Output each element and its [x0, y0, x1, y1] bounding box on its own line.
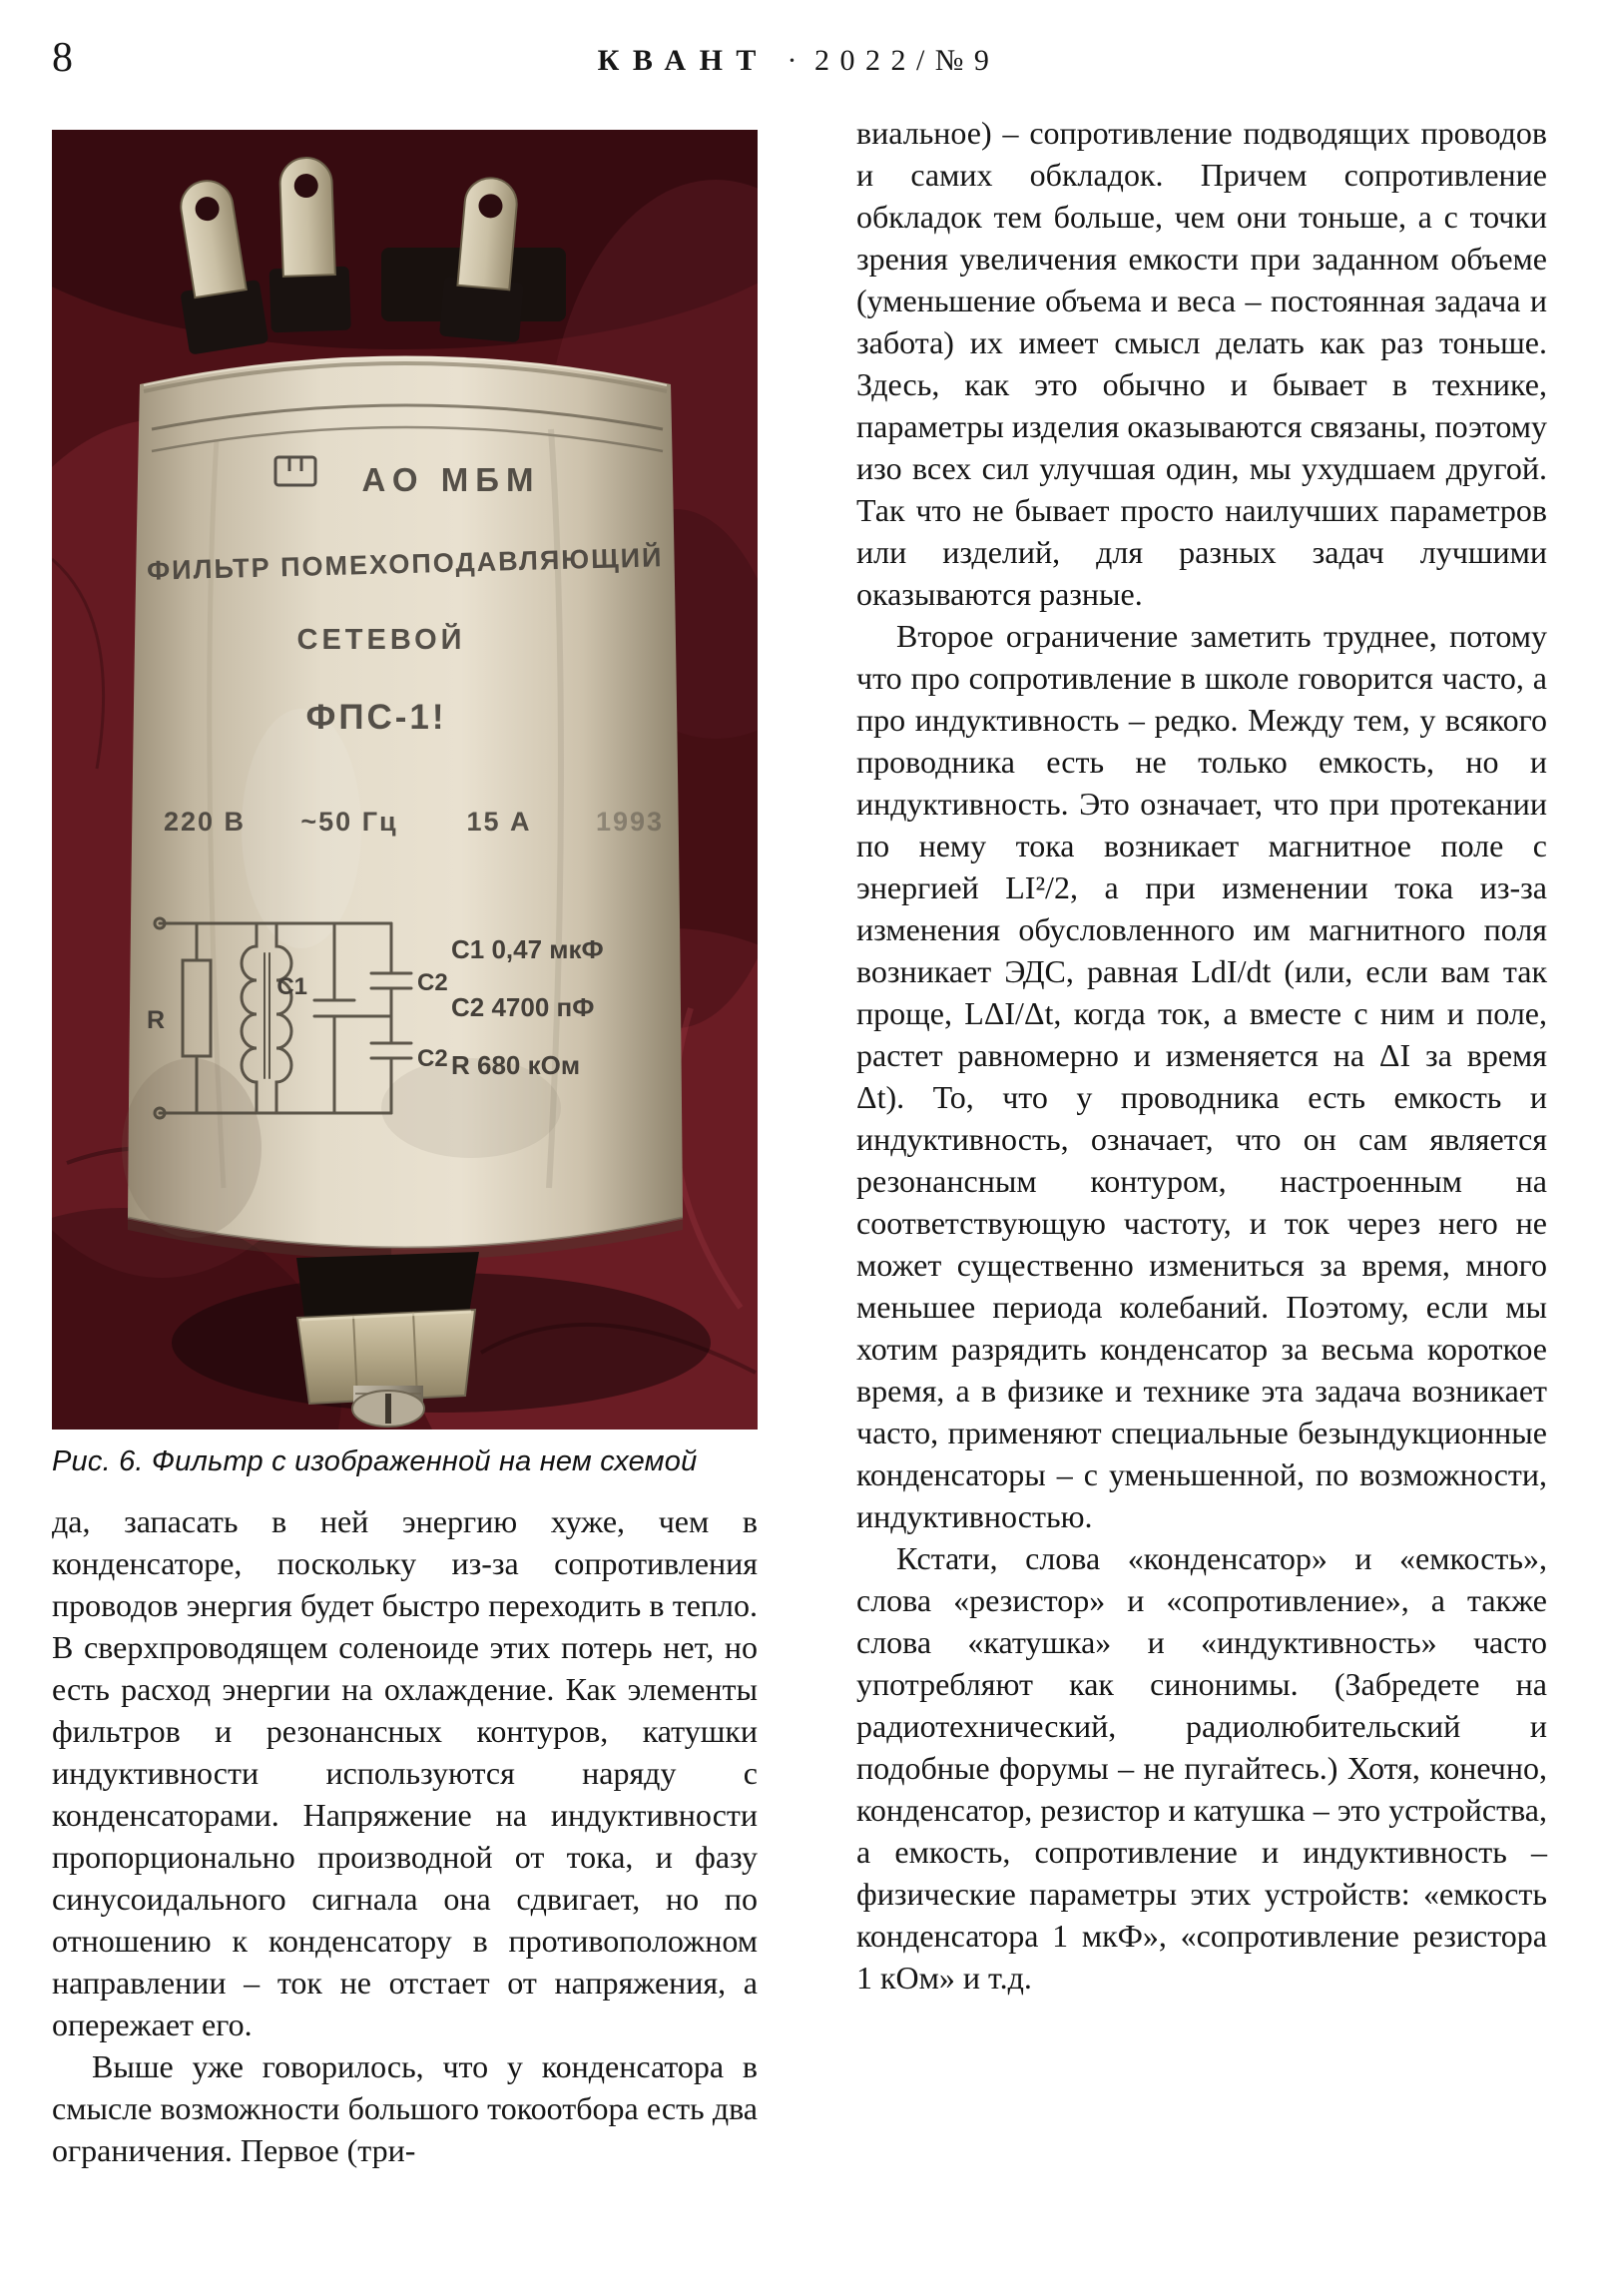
device-subtype-text: СЕТЕВОЙ — [296, 624, 466, 656]
schematic-value-r: R 680 кОм — [451, 1050, 581, 1080]
schematic-value-c2: С2 4700 пФ — [451, 992, 595, 1022]
paragraph: виальное) – сопротивление подводящих проводов и самих обкладок. Причем сопротивление обкладок тем больше, чем они тоньше, а с точки зрения увеличения емкости при заданном объеме (уменьшение объема и веса – постоянная задача и забота) их имеет смысл делать как раз тоньше. Здесь, как это обычно и бывает в технике, параметры изделия оказываются связаны, поэтому изо всех сил улучшая один, мы ухудшаем другой. Так что не бывает просто наилучших параметров или изделий, для разных задач лучшими оказываются разные. — [856, 115, 1547, 612]
device-photo-illustration — [52, 130, 758, 1430]
running-head — [0, 44, 1597, 78]
device-year-text: 1993 — [596, 807, 665, 837]
figure-caption: Рис. 6. Фильтр с изображенной на нем схемой — [52, 1445, 698, 1477]
schematic-value-c1: С1 0,47 мкФ — [451, 934, 604, 964]
schematic-r-label: R — [146, 1006, 166, 1034]
issue-label: 2022/№9 — [813, 44, 1000, 77]
schematic-c1-label: С1 — [276, 973, 307, 1000]
schematic-c2-top-label: С2 — [417, 969, 448, 996]
threaded-stud — [352, 1386, 424, 1427]
right-column — [856, 112, 1547, 1999]
device-maker-text: АО МБМ — [361, 461, 541, 498]
paragraph: да, запасать в ней энергию хуже, чем в конденсаторе, поскольку из-за сопротивления проводов энергия будет быстро переходить в тепло. В сверхпроводящем соленоиде этих потерь нет, но есть расход энергии на охлаждение. Как элементы фильтров и резонансных контуров, катушки индуктивности используются наряду с конденсаторами. Напряжение на индуктивности пропорционально производной от тока, и фазу синусоидального сигнала она сдвигает, но по отношению к конденсатору в противоположном направлении – ток не отстает от напряжения, а опережает его. — [52, 1503, 758, 2042]
device-type-text: ФИЛЬТР ПОМЕХОПОДАВЛЯЮЩИЙ — [146, 542, 664, 586]
left-column-text — [52, 1500, 758, 2171]
device-current-text: 15 А — [466, 807, 532, 837]
device-voltage-text: 220 В — [164, 807, 247, 837]
page-number: 8 — [52, 35, 73, 81]
paragraph: Кстати, слова «конденсатор» и «емкость», слова «резистор» и «сопротивление», а также слова «катушка» и «индуктивность» часто употребляют как синонимы. (Забредете на радиотехнический, радиолюбительский и подобные форумы – не пугайтесь.) Хотя, конечно, конденсатор, резистор и катушка – это устройства, а емкость, сопротивление и индуктивность – физические параметры этих устройств: «емкость конденсатора 1 мкФ», «сопротивление резистора 1 кОм» и т.д. — [856, 1540, 1547, 1996]
schematic-c2-bottom-label: С2 — [417, 1045, 448, 1072]
magazine-title: КВАНТ — [597, 44, 770, 77]
header-separator-dot: · — [787, 44, 798, 77]
paragraph: Выше уже говорилось, что у конденсатора в смысле возможности большого токоотбора есть два ограничения. Первое (три- — [52, 2048, 758, 2168]
figure-photo — [52, 130, 758, 1430]
device-model-text: ФПС-1! — [305, 698, 447, 737]
left-column — [52, 130, 758, 2171]
paragraph: Второе ограничение заметить труднее, потому что про сопротивление в школе говорится часто, а про индуктивность – редко. Между тем, у всякого проводника есть не только емкость, но и индуктивность. Это означает, что при протекании по нему тока возникает магнитное поле с энергией LI²/2, а при изменении тока из-за изменения обусловленного им магнитного поля возникает ЭДС, равная LdI/dt (или, если вам так проще, LΔI/Δt, когда ток, а вместе с ним и поле, растет равномерно и изменяется на ΔI за время Δt). То, что у проводника есть емкость и индуктивность, означает, что он сам является резонансным контуром, настроенным на соответствующую частоту, и ток через него не может существенно измениться за время, много меньшее периода колебаний. Поэтому, если мы хотим разрядить конденсатор за весьма короткое время, а в физике и технике эта задача возникает часто, применяют специальные безындукционные конденсаторы – с уменьшенной, по возможности, индуктивностью. — [856, 618, 1547, 1534]
device-frequency-text: ~50 Гц — [300, 807, 398, 837]
